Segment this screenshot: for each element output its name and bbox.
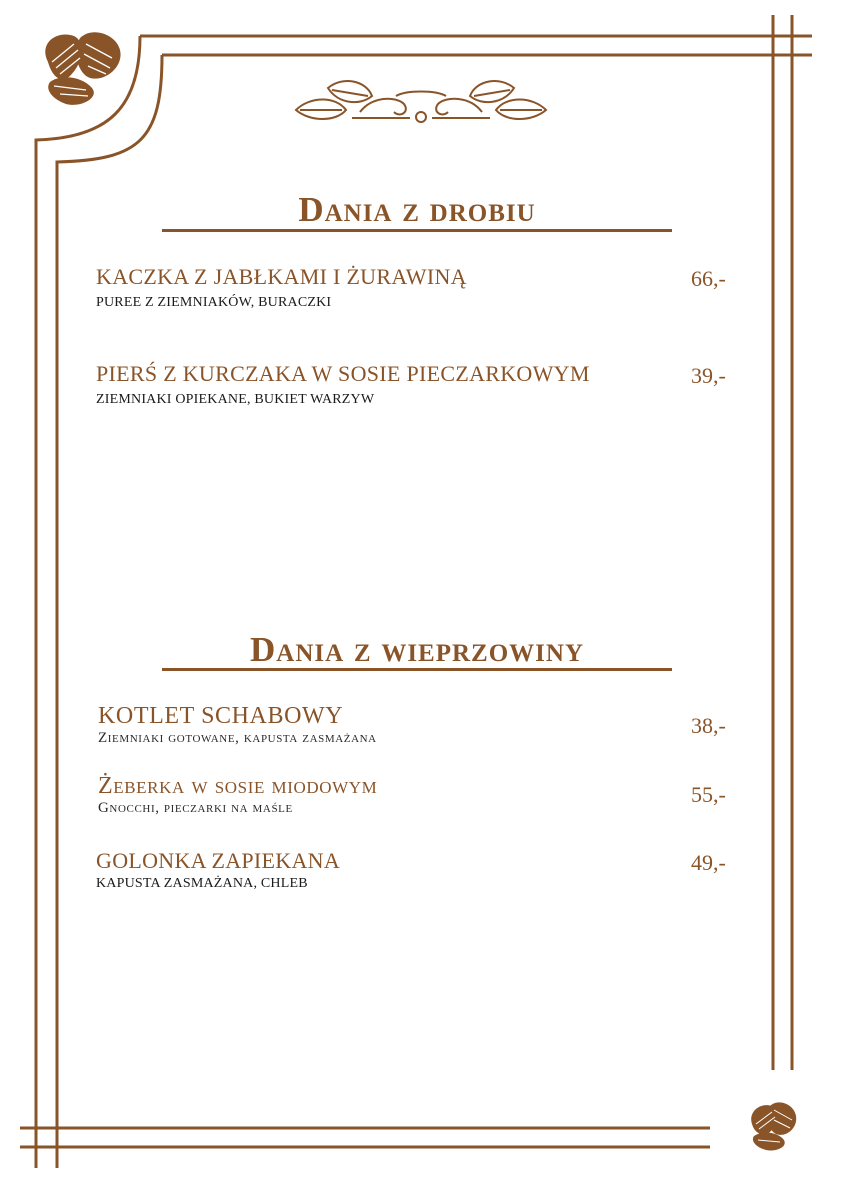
menu-item-price: 55,- [691,782,726,807]
menu-item-price: 39,- [691,363,726,388]
leaf-ornament-icon [751,1102,796,1150]
menu-item-name: KACZKA Z JABŁKAMI I ŻURAWINĄ [96,264,467,289]
section-divider [162,229,672,232]
menu-item-description: Gnocchi, pieczarki na maśle [98,800,293,816]
menu-item-name: Żeberka w sosie miodowym [98,773,378,799]
menu-item-price: 66,- [691,266,726,291]
section-divider [162,668,672,671]
flourish-ornament-icon [296,81,546,122]
section-title-pork: Dania z wieprzowiny [249,630,585,669]
leaf-ornament-icon [45,32,120,105]
menu-item-description: KAPUSTA ZASMAŻANA, CHLEB [96,876,308,891]
menu-item-description: ZIEMNIAKI OPIEKANE, BUKIET WARZYW [96,392,375,407]
menu-item [96,266,736,316]
menu-item-description: Ziemniaki gotowane, kapusta zasmażana [98,730,377,746]
section-title-poultry: Dania z drobiu [298,190,536,229]
menu-item-name: KOTLET SCHABOWY [98,703,344,729]
menu-item-price: 49,- [691,850,726,875]
menu-item-price: 38,- [691,713,726,738]
menu-item [96,704,736,754]
menu-item-description: PUREE Z ZIEMNIAKÓW, BURACZKI [96,295,332,310]
menu-item [96,850,736,900]
menu-item [96,774,736,824]
menu-item-name: GOLONKA ZAPIEKANA [96,848,341,873]
menu-item-name: PIERŚ Z KURCZAKA W SOSIE PIECZARKOWYM [96,361,590,386]
menu-item [96,363,736,413]
